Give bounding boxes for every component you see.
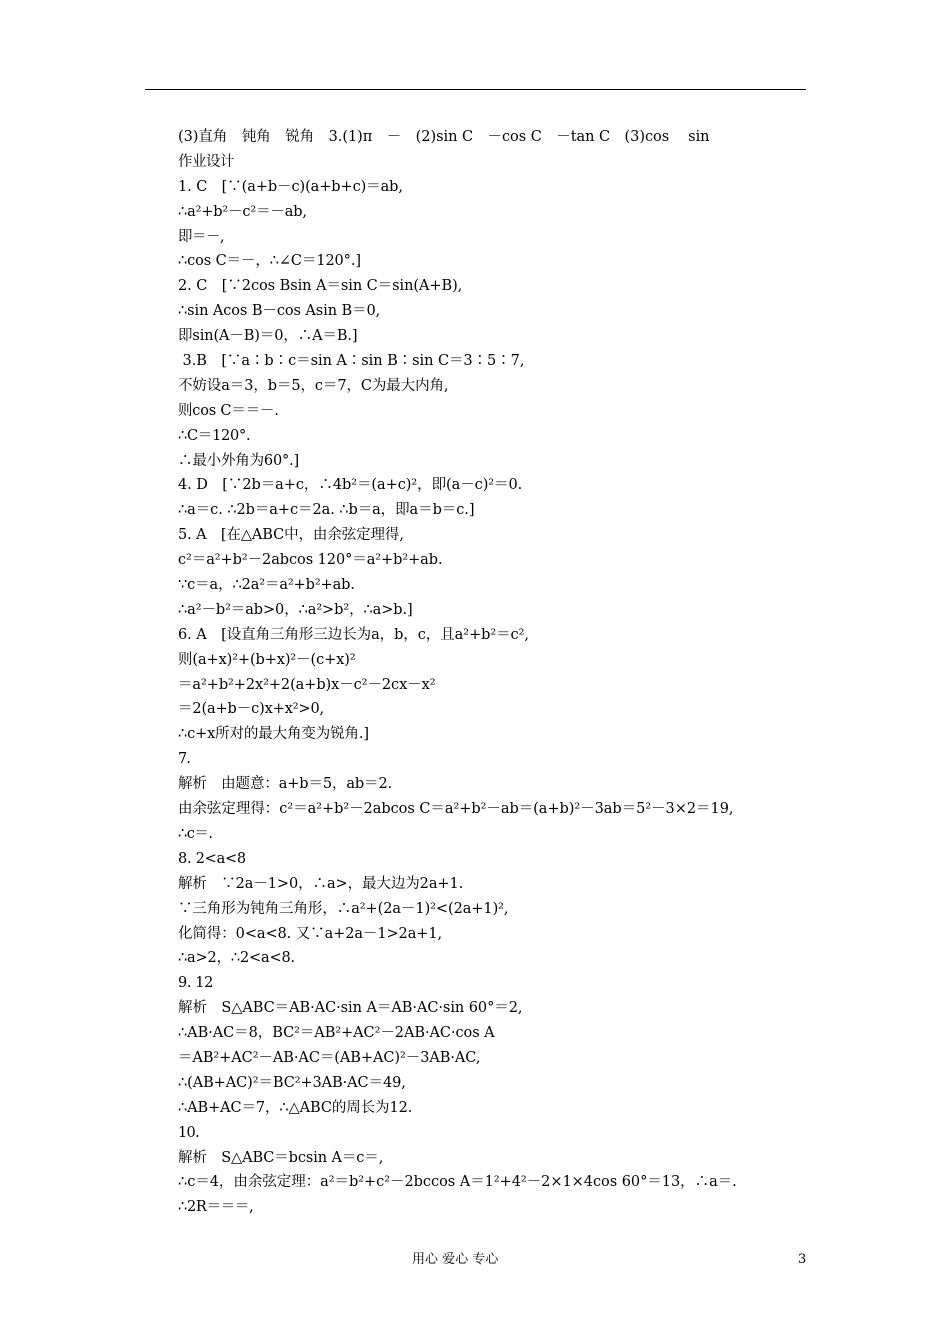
text-line: ＝2(a+b－c)x+x²>0, xyxy=(178,701,325,718)
text-line: ∴c+x所对的最大角变为锐角.] xyxy=(178,726,369,743)
text-line: 3.B [∵a∶b∶c＝sin A∶sin B∶sin C＝3∶5∶7, xyxy=(178,353,525,370)
text-line: ∴C＝120°. xyxy=(178,427,251,444)
text-line: 则cos C＝＝－. xyxy=(178,402,279,419)
text-line: 则(a+x)²+(b+x)²－(c+x)² xyxy=(178,651,356,668)
text-line: ∴AB·AC＝8，BC²＝AB²+AC²－2AB·AC·cos A xyxy=(178,1025,495,1042)
text-line: 化简得：0<a<8. 又∵a+2a－1>2a+1, xyxy=(178,925,443,942)
text-line: ∴a²+b²－c²＝－ab, xyxy=(178,203,307,220)
text-line: 解析 由题意：a+b＝5，ab＝2. xyxy=(178,776,393,793)
text-line: ∴sin Acos B－cos Asin B＝0, xyxy=(178,303,381,320)
text-line: ∴cos C＝－，∴∠C＝120°.] xyxy=(178,253,361,270)
text-line: (3)直角 钝角 锐角 3.(1)π － (2)sin C －cos C －tan C (3)cos sin xyxy=(178,129,710,145)
text-line: 9. 12 xyxy=(178,975,213,992)
text-line: ∴a>2，∴2<a<8. xyxy=(178,950,295,967)
text-line: 7. xyxy=(178,751,190,768)
text-line: 10. xyxy=(178,1124,200,1141)
text-line: 解析 S△ABC＝AB·AC·sin A＝AB·AC·sin 60°＝2, xyxy=(178,1000,523,1017)
text-line: 即＝－, xyxy=(178,228,225,245)
text-line: ∵三角形为钝角三角形，∴a²+(2a－1)²<(2a+1)², xyxy=(178,900,509,917)
text-line: ∴a＝c. ∴2b＝a+c＝2a. ∴b＝a，即a＝b＝c.] xyxy=(178,502,475,519)
text-line: ∴a²－b²＝ab>0，∴a²>b²，∴a>b.] xyxy=(178,601,413,618)
page-number: 3 xyxy=(798,1252,807,1267)
text-line: 作业设计 xyxy=(178,153,234,170)
text-line: ＝AB²+AC²－AB·AC＝(AB+AC)²－3AB·AC, xyxy=(178,1049,481,1066)
footer-text: 用心 爱心 专心 xyxy=(412,1252,499,1267)
text-line: 不妨设a＝3，b＝5，c＝7，C为最大内角, xyxy=(178,377,449,394)
text-line: ∴最小外角为60°.] xyxy=(178,452,299,469)
text-line: ∵c＝a，∴2a²＝a²+b²+ab. xyxy=(178,577,355,594)
text-line: ∴2R＝＝＝, xyxy=(178,1199,254,1216)
text-line: 解析 S△ABC＝bcsin A＝c＝, xyxy=(178,1149,384,1166)
text-line: 5. A [在△ABC中，由余弦定理得, xyxy=(178,527,404,544)
text-line: ∴AB+AC＝7，∴△ABC的周长为12. xyxy=(178,1099,413,1116)
text-line: ∴(AB+AC)²＝BC²+3AB·AC＝49, xyxy=(178,1074,406,1091)
text-line: 6. A [设直角三角形三边长为a，b，c，且a²+b²＝c², xyxy=(178,626,529,643)
text-line: 解析 ∵2a－1>0，∴a>，最大边为2a+1. xyxy=(178,875,464,892)
text-line: 2. C [∵2cos Bsin A＝sin C＝sin(A+B), xyxy=(178,278,463,295)
text-line: 由余弦定理得：c²＝a²+b²－2abcos C＝a²+b²－ab＝(a+b)²－3ab＝5²－3×2＝19, xyxy=(178,801,734,818)
text-line: 即sin(A－B)＝0，∴A＝B.] xyxy=(178,328,358,345)
text-line: 8. 2<a<8 xyxy=(178,850,246,867)
text-line: c²＝a²+b²－2abcos 120°＝a²+b²+ab. xyxy=(178,552,443,569)
text-line: 1. C [∵(a+b－c)(a+b+c)＝ab, xyxy=(178,178,403,195)
text-line: ∴c＝. xyxy=(178,825,213,842)
text-line: ∴c＝4，由余弦定理：a²＝b²+c²－2bccos A＝1²+4²－2×1×4cos 60°＝13，∴a＝. xyxy=(178,1174,737,1191)
document-body xyxy=(178,125,808,1220)
header-rule xyxy=(145,89,806,90)
text-line: ＝a²+b²+2x²+2(a+b)x－c²－2cx－x² xyxy=(178,676,436,693)
text-line: 4. D [∵2b＝a+c，∴4b²＝(a+c)²，即(a－c)²＝0. xyxy=(178,477,523,494)
